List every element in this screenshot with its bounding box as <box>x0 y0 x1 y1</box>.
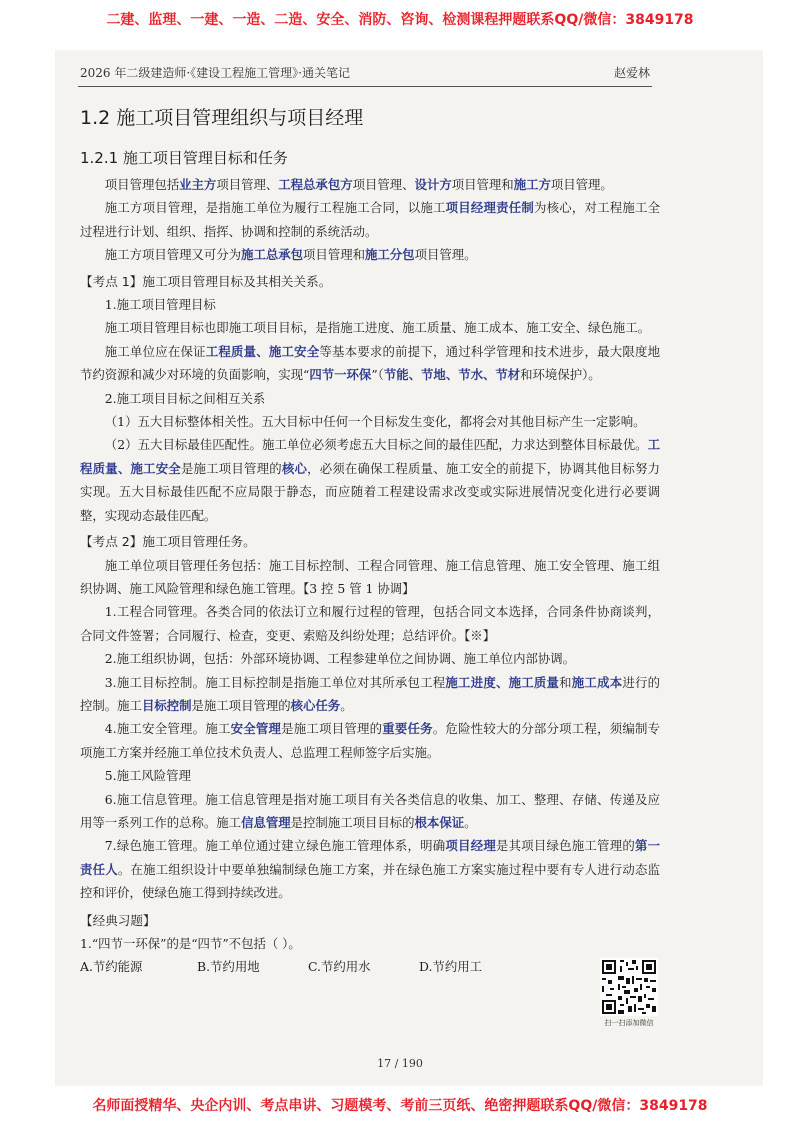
paragraph-four-savings: 施工单位应在保证工程质量、施工安全等基本要求的前提下，通过科学管理和技术进步，最大限度地节约资源和减少对环境的负面影响，实现“四节一环保”（节能、节地、节水、节材和环境保护）。 <box>80 343 661 383</box>
key-point-2-title: 【考点 2】施工项目管理任务。 <box>80 534 256 550</box>
running-head-title: 2026 年二级建造师·《建设工程施工管理》·通关笔记 <box>80 66 350 80</box>
paragraph-goal-matching: （2）五大目标最佳匹配性。施工单位必须考虑五大目标之间的最佳匹配，力求达到整体目标最优。工程质量、施工安全是施工项目管理的核心，必须在确保工程质量、施工安全的前提下，协调其他目标努力实现。五大目标最佳匹配不应局限于静态，而应随着工程建设需求改变或实际进展情况变化进行必要调整，实现动态最佳匹配。 <box>80 437 661 523</box>
paragraph-risk-management: 5.施工风险管理 <box>104 768 191 784</box>
paragraph-contractor-definition: 施工方项目管理，是指施工单位为履行工程施工合同，以施工项目经理责任制为核心，对工程施工全过程进行计划、组织、指挥、协调和控制的系统活动。 <box>80 200 661 239</box>
exercise-question: 1.“四节一环保”的是“四节”不包括（ ）。 <box>80 936 301 951</box>
exercise-title: 【经典习题】 <box>80 912 156 928</box>
wechat-qr-code <box>600 958 658 1016</box>
paragraph-green-construction: 7.绿色施工管理。施工单位通过建立绿色施工管理体系，明确项目经理是其项目绿色施工管理的第一责任人。在施工组织设计中要单独编制绿色施工方案，并在绿色施工方案实施过程中要有专人进行动态监控和评价，使绿色施工得到持续改进。 <box>80 838 661 901</box>
paragraph-coordination: 2.施工组织协调，包括：外部环境协调、工程参建单位之间协调、施工单位内部协调。 <box>104 651 576 667</box>
paragraph-goal-correlation: （1）五大目标整体相关性。五大目标中任何一个目标发生变化，都将会对其他目标产生一定影响。 <box>104 414 646 430</box>
body-content <box>80 173 660 978</box>
paragraph-goal-control: 3.施工目标控制。施工目标控制是指施工单位对其所承包工程施工进度、施工质量和施工成本进行的控制。施工目标控制是施工项目管理的核心任务。 <box>80 674 661 713</box>
section-title: 1.2 施工项目管理组织与项目经理 <box>80 107 364 129</box>
header-divider <box>78 86 652 87</box>
paragraph-management-types: 项目管理包括业主方项目管理、工程总承包方项目管理、设计方项目管理和施工方项目管理。 <box>104 177 613 192</box>
promo-banner-bottom: 名师面授精华、央企内训、考点串讲、习题模考、考前三页纸、绝密押题联系QQ/微信：3849178 <box>92 1098 708 1114</box>
answer-options <box>80 955 660 978</box>
paragraph-information-management: 6.施工信息管理。施工信息管理是指对施工项目有关各类信息的收集、加工、整理、存储、传递及应用等一系列工作的总称。施工信息管理是控制施工项目目标的根本保证。 <box>80 791 660 830</box>
paragraph-task-list: 施工单位项目管理任务包括：施工目标控制、工程合同管理、施工信息管理、施工安全管理、施工组织协调、施工风险管理和绿色施工管理。【3 控 5 管 1 协调】 <box>80 557 660 596</box>
option-c: C.节约用水 <box>308 959 371 975</box>
running-head <box>80 64 650 84</box>
page-number: 17 / 190 <box>377 1057 423 1070</box>
option-a: A.节约能源 <box>80 959 143 975</box>
promo-banner-top: 二建、监理、一建、一造、二造、安全、消防、咨询、检测课程押题联系QQ/微信：3849178 <box>106 12 694 28</box>
subsection-title: 1.2.1 施工项目管理目标和任务 <box>80 149 288 167</box>
option-b: B.节约用地 <box>197 959 260 975</box>
option-d: D.节约用工 <box>419 959 482 975</box>
paragraph-safety-management: 4.施工安全管理。施工安全管理是施工项目管理的重要任务。危险性较大的分部分项工程，须编制专项施工方案并经施工单位技术负责人、总监理工程师签字后实施。 <box>80 721 661 760</box>
paragraph-objectives: 施工项目管理目标也即施工项目目标，是指施工进度、施工质量、施工成本、施工安全、绿色施工。 <box>104 320 650 336</box>
paragraph-contract-management: 1.工程合同管理。各类合同的依法订立和履行过程的管理，包括合同文本选择，合同条件协商谈判，合同文件签署；合同履行、检查，变更、索赔及纠纷处理；总结评价。【※】 <box>80 604 660 643</box>
key-point-1-subheading-1: 1.施工项目管理目标 <box>104 297 216 313</box>
qr-caption: 扫一扫添加微信 <box>604 1019 654 1027</box>
key-point-1-subheading-2: 2.施工项目目标之间相互关系 <box>104 390 266 406</box>
paragraph-contractor-split: 施工方项目管理又可分为施工总承包项目管理和施工分包项目管理。 <box>104 247 477 263</box>
key-point-1-title: 【考点 1】施工项目管理目标及其相关关系。 <box>80 273 332 289</box>
running-head-author: 赵爱林 <box>613 66 650 80</box>
